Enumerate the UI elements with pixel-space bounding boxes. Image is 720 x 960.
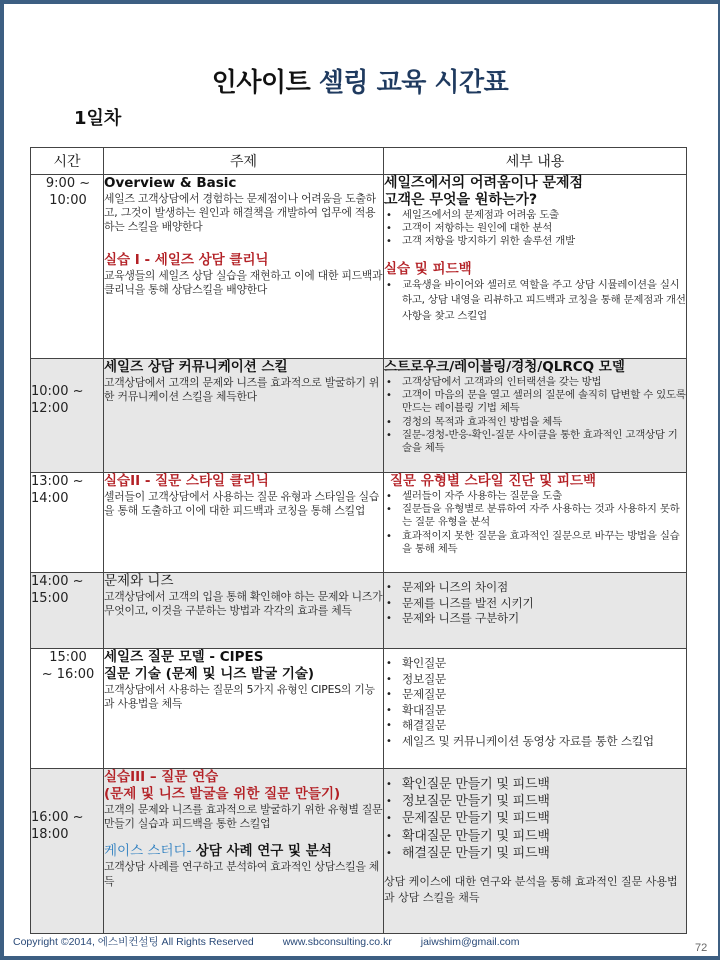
topic-cell — [104, 175, 384, 359]
topic-heading: 문제와 니즈 — [104, 573, 174, 589]
time-start: 9:00 ~ — [45, 176, 91, 191]
list-item: • 고객이 마음의 문을 열고 셀러의 질문에 솔직히 답변할 수 있도록 만드는 레이블링 기법 체득 — [384, 389, 686, 415]
case-study-title: 상담 사례 연구 및 분석 — [195, 843, 332, 860]
list-item: • 경청의 목적과 효과적인 방법을 체득 — [384, 416, 686, 429]
table-row — [31, 359, 687, 473]
time-end: 14:00 — [31, 491, 69, 506]
detail-cell — [384, 473, 687, 573]
detail-cell — [384, 175, 687, 359]
topic-text: 교육생들의 세일즈 상담 실습을 재현하고 이에 대한 피드백과 클리닉을 통해 상담스킬을 배양한다 — [104, 268, 383, 296]
topic-heading: 실습II - 질문 스타일 클리닉 — [104, 473, 269, 489]
detail-heading: 고객은 무엇을 원하는가? — [384, 192, 538, 208]
table-row — [31, 573, 687, 649]
list-item: • 정보질문 만들기 및 피드백 — [384, 793, 686, 810]
case-study-label: 케이스 스터디- — [104, 843, 196, 860]
topic-text: 고객상담에서 고객의 문제와 니즈를 효과적으로 발굴하기 위한 커뮤니케이션 스킬을 체득한다 — [104, 376, 380, 404]
topic-heading-2: 질문 기술 (문제 및 니즈 발굴 기술) — [104, 666, 315, 682]
list-item: • 해결질문 — [384, 718, 686, 734]
list-item: • 문제질문 만들기 및 피드백 — [384, 810, 686, 827]
topic-cell — [104, 769, 384, 934]
list-item: • 세일즈 및 커뮤니케이션 동영상 자료를 통한 스킬업 — [384, 734, 686, 750]
topic-text: 고객상담에서 사용하는 질문의 5가지 유형인 CIPES의 기능과 사용법을 체득 — [104, 683, 375, 711]
topic-text: 세일즈 고객상담에서 경험하는 문제점이나 어려움을 도출하고, 그것이 발생하는 원인과 해결책을 개발하여 업무에 적용하는 스킬을 배양한다 — [104, 192, 376, 234]
list-item: • 정보질문 — [384, 672, 686, 688]
list-item: • 질문들을 유형별로 분류하여 자주 사용하는 것과 사용하지 못하는 질문 유형을 분석 — [384, 503, 686, 529]
list-item: • 셀러들이 자주 사용하는 질문을 도출 — [384, 490, 686, 503]
list-item: • 문제와 니즈를 구분하기 — [384, 611, 686, 627]
list-item: • 고객이 저항하는 원인에 대한 분석 — [384, 222, 686, 235]
table-row — [31, 649, 687, 769]
time-start: 14:00 ~ — [31, 574, 84, 589]
time-cell — [31, 359, 104, 473]
day-label: 1일차 — [74, 108, 122, 129]
schedule-table — [30, 147, 687, 934]
list-item: • 문제질문 — [384, 687, 686, 703]
topic-heading: 실습 I - 세일즈 상담 클리닉 — [104, 251, 269, 268]
list-item: • 확대질문 만들기 및 피드백 — [384, 828, 686, 845]
title-black: 인사이트 — [211, 68, 319, 98]
detail-heading: 세일즈에서의 어려움이나 문제점 — [384, 175, 584, 191]
topic-heading: 세일즈 상담 커뮤니케이션 스킬 — [104, 359, 288, 375]
list-item: • 질문-경청-반응-확인-질문 사이클을 통한 효과적인 고객상담 기술을 체득 — [384, 429, 686, 455]
page-number: 72 — [695, 942, 708, 954]
list-item: • 세일즈에서의 문제점과 어려움 도출 — [384, 209, 686, 222]
list-item: • 교육생을 바이어와 셀러로 역할을 주고 상담 시뮬레이션을 실시하고, 상담 내영을 리뷰하고 피드백과 코칭을 통해 문제점과 개선 사항을 찾고 스킬업 — [384, 278, 686, 325]
topic-text: 셀러들이 고객상담에서 사용하는 질문 유형과 스타일을 실습을 통해 도출하고 이에 대한 피드백과 코칭을 통해 스킬업 — [104, 490, 380, 518]
detail-cell — [384, 649, 687, 769]
header-topic: 주제 — [104, 148, 384, 175]
list-item: • 고객상담에서 고객과의 인터랙션을 갖는 방법 — [384, 376, 686, 389]
time-start: 10:00 ~ — [31, 384, 84, 399]
time-start: 16:00 ~ — [31, 810, 84, 825]
list-item: • 효과적이지 못한 질문을 효과적인 질문으로 바꾸는 방법을 실습을 통해 체득 — [384, 530, 686, 556]
topic-heading — [104, 843, 383, 860]
table-row — [31, 769, 687, 934]
topic-heading-2: (문제 및 니즈 발굴을 위한 질문 만들기) — [104, 786, 341, 802]
detail-cell — [384, 359, 687, 473]
list-item: • 해결질문 만들기 및 피드백 — [384, 845, 686, 862]
time-end: 18:00 — [31, 827, 69, 842]
detail-cell — [384, 573, 687, 649]
topic-text: 고객상담에서 고객의 입을 통해 확인해야 하는 문제와 니즈가 무엇이고, 이것을 구분하는 방법과 각각의 효과를 체득 — [104, 590, 383, 618]
detail-text: 상담 케이스에 대한 연구와 분석을 통해 효과적인 질문 사용법과 상담 스킬을 채득 — [384, 875, 678, 904]
table-row — [31, 473, 687, 573]
time-start: 13:00 ~ — [31, 474, 84, 489]
time-start: 15:00 — [49, 650, 87, 665]
topic-heading: 세일즈 질문 모델 - CIPES — [104, 649, 264, 665]
time-end: 12:00 — [31, 401, 69, 416]
list-item: • 확대질문 — [384, 703, 686, 719]
header-detail: 세부 내용 — [384, 148, 687, 175]
time-cell — [31, 573, 104, 649]
list-item: • 문제를 니즈를 발전 시키기 — [384, 596, 686, 612]
time-end: 15:00 — [31, 591, 69, 606]
website-link[interactable]: www.sbconsulting.co.kr — [282, 936, 392, 948]
header-time: 시간 — [31, 148, 104, 175]
time-end: ~ 16:00 — [41, 667, 95, 682]
table-header-row — [31, 148, 687, 175]
detail-cell — [384, 769, 687, 934]
footer — [13, 934, 546, 949]
table-row — [31, 175, 687, 359]
topic-cell — [104, 473, 384, 573]
list-item: • 확인질문 만들기 및 피드백 — [384, 776, 686, 793]
topic-heading: Overview & Basic — [104, 175, 237, 191]
email-link[interactable]: jaiwshim@gmail.com — [420, 936, 520, 948]
list-item: • 고객 저항을 방지하기 위한 솔루션 개발 — [384, 235, 686, 248]
detail-heading: 실습 및 피드백 — [384, 260, 472, 277]
detail-heading: 스트로우크/레이블링/경청/QLRCQ 모델 — [384, 359, 625, 375]
detail-heading: 질문 유형별 스타일 진단 및 피드백 — [390, 473, 597, 489]
copyright-text: Copyright ©2014, 에스비컨설팅 All Rights Reserved — [13, 936, 254, 948]
time-cell — [31, 473, 104, 573]
time-cell — [31, 649, 104, 769]
topic-cell — [104, 573, 384, 649]
time-cell — [31, 175, 104, 359]
topic-heading: 실습III – 질문 연습 — [104, 769, 219, 785]
title-blue: 셀링 교육 시간표 — [318, 68, 509, 98]
topic-cell — [104, 359, 384, 473]
list-item: • 문제와 니즈의 차이점 — [384, 580, 686, 596]
list-item: • 확인질문 — [384, 656, 686, 672]
topic-text: 고객상담 사례를 연구하고 분석하여 효과적인 상담스킬을 체득 — [104, 860, 380, 888]
time-cell — [31, 769, 104, 934]
topic-text: 고객의 문제와 니즈를 효과적으로 발굴하기 위한 유형별 질문 만들기 실습과 피드백을 통한 스킬업 — [104, 803, 383, 831]
page-title — [0, 62, 720, 99]
time-end: 10:00 — [49, 193, 87, 208]
topic-cell — [104, 649, 384, 769]
